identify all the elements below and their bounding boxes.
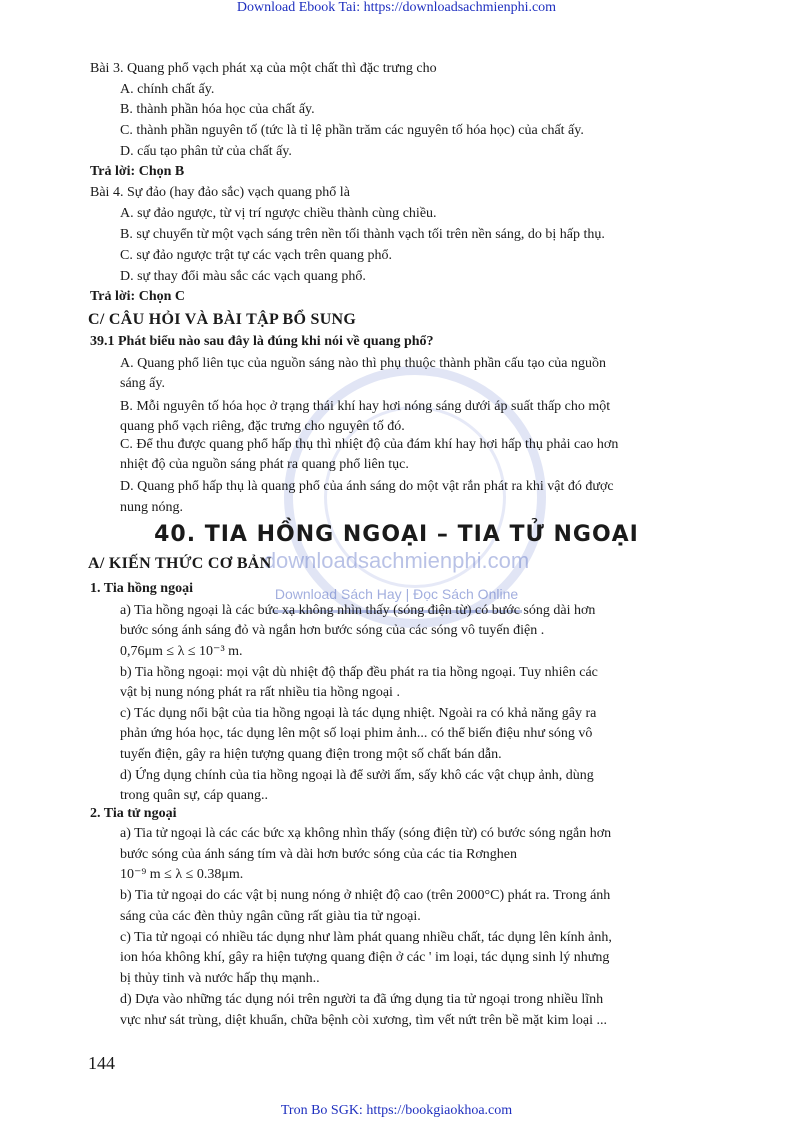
part1-line: c) Tác dụng nổi bật của tia hồng ngoại là tác dụng nhiệt. Ngoài ra có khả năng gây ra <box>120 706 597 721</box>
section-c-title: C/ CÂU HỎI VÀ BÀI TẬP BỔ SUNG <box>88 311 357 328</box>
part2-line: bước sóng của ánh sáng tím và dài hơn bước sóng của các tia Rơnghen <box>120 847 518 862</box>
bai4-answer: Trả lời: Chọn C <box>90 289 185 304</box>
bai3-option-d: D. cấu tạo phân tử của chất ấy. <box>120 144 292 159</box>
part1-line: trong quân sự, cáp quang.. <box>120 788 268 803</box>
watermark-tagline: Download Sách Hay | Đọc Sách Online <box>274 586 519 602</box>
bai3-option-a: A. chính chất ấy. <box>120 82 215 97</box>
bai4-option-d: D. sự thay đổi màu sắc các vạch quang phổ. <box>120 269 366 284</box>
q391-line: nhiệt độ của nguồn sáng phát ra quang phổ liên tục. <box>120 457 409 472</box>
q391-line: quang phổ vạch riêng, đặc trưng cho nguyên tố đó. <box>120 419 405 434</box>
part2-line: ion hóa không khí, gây ra hiện tượng quang điện ở các ' im loại, tác dụng sinh lý nhưng <box>120 950 610 965</box>
part2-formula: 10⁻⁹ m ≤ λ ≤ 0.38μm. <box>120 867 244 882</box>
footer-link[interactable]: Tron Bo SGK: https://bookgiaokhoa.com <box>280 1103 513 1118</box>
bai4-question: Bài 4. Sự đảo (hay đảo sắc) vạch quang phổ là <box>90 185 350 200</box>
bai4-option-b: B. sự chuyển từ một vạch sáng trên nền tối thành vạch tối trên nền sáng, do bị hấp thụ. <box>120 227 605 242</box>
header-download-link[interactable]: Download Ebook Tai: https://downloadsachmienphi.com <box>236 0 557 15</box>
section-a-title: A/ KIẾN THỨC CƠ BẢN <box>88 555 272 572</box>
part1-line: bước sóng ánh sáng đỏ và ngắn hơn bước sóng của các sóng vô tuyến điện . <box>120 623 545 638</box>
part2-line: d) Dựa vào những tác dụng nói trên người ta đã ứng dụng tia tử ngoại trong nhiều lĩnh <box>120 992 604 1007</box>
chapter-title: 40. TIA HỒNG NGOẠI – TIA TỬ NGOẠI <box>154 522 639 547</box>
part2-line: c) Tia tử ngoại có nhiều tác dụng như làm phát quang nhiều chất, tác dụng lên kính ảnh, <box>120 930 612 945</box>
q391-line: nung nóng. <box>120 500 183 515</box>
bai3-option-b: B. thành phần hóa học của chất ấy. <box>120 102 315 117</box>
bai4-option-c: C. sự đảo ngược trật tự các vạch trên quang phổ. <box>120 248 392 263</box>
page-number: 144 <box>88 1053 115 1073</box>
part1-formula: 0,76μm ≤ λ ≤ 10⁻³ m. <box>120 644 243 659</box>
part1-line: b) Tia hồng ngoại: mọi vật dù nhiệt độ thấp đều phát ra tia hồng ngoại. Tuy nhiên các <box>120 665 598 680</box>
part1-line: a) Tia hồng ngoại là các bức xạ không nhìn thấy (sóng điện từ) có bước sóng dài hơn <box>120 603 596 618</box>
part2-line: a) Tia tử ngoại là các các bức xạ không nhìn thấy (sóng điện từ) có bước sóng ngắn hơn <box>120 826 612 841</box>
bai3-answer: Trả lời: Chọn B <box>90 164 185 179</box>
q391-line: B. Mỗi nguyên tố hóa học ở trạng thái khí hay hơi nóng sáng dưới áp suất thấp cho một <box>120 399 611 414</box>
part1-line: tuyến điện, gây ra hiện tượng quang điện trong một số chất bán dẫn. <box>120 747 502 762</box>
part2-line: sáng của các đèn thủy ngân cũng rất giàu tia tử ngoại. <box>120 909 421 924</box>
q391-line: C. Để thu được quang phổ hấp thụ thì nhiệt độ của đám khí hay hơi hấp thụ phải cao hơn <box>120 437 619 452</box>
question-39-1: 39.1 Phát biểu nào sau đây là đúng khi nói về quang phổ? <box>90 334 434 349</box>
bai4-option-a: A. sự đảo ngược, từ vị trí ngược chiều thành cùng chiều. <box>120 206 437 221</box>
part1-line: vật bị nung nóng phát ra rất nhiều tia hồng ngoại . <box>120 685 400 700</box>
q391-line: D. Quang phổ hấp thụ là quang phổ của ánh sáng do một vật rắn phát ra khi vật đó được <box>120 479 614 494</box>
q391-line: sáng ấy. <box>120 376 165 391</box>
part2-line: b) Tia tử ngoại do các vật bị nung nóng ở nhiệt độ cao (trên 2000°C) phát ra. Trong ánh <box>120 888 611 903</box>
part2-line: vực như sát trùng, diệt khuẩn, chữa bệnh còi xương, tìm vết nứt trên bề mặt kim loại ... <box>120 1013 608 1028</box>
part2-title: 2. Tia tử ngoại <box>90 806 177 821</box>
q391-line: A. Quang phổ liên tục của nguồn sáng nào thì phụ thuộc thành phần cấu tạo của nguồn <box>120 356 606 371</box>
watermark-site: downloadsachmienphi.com <box>263 548 530 573</box>
bai3-option-c: C. thành phần nguyên tố (tức là tỉ lệ phần trăm các nguyên tố hóa học) của chất ấy. <box>120 123 584 138</box>
part1-line: phản ứng hóa học, tác dụng lên một số loại phim ảnh... có thể biến điệu như sóng vô <box>120 726 593 741</box>
part1-title: 1. Tia hồng ngoại <box>90 581 193 596</box>
bai3-question: Bài 3. Quang phổ vạch phát xạ của một chất thì đặc trưng cho <box>90 61 437 76</box>
part1-line: d) Ứng dụng chính của tia hồng ngoại là để sưởi ấm, sấy khô các vật chụp ảnh, dùng <box>120 768 594 783</box>
part2-line: bị thủy tinh và nước hấp thụ mạnh.. <box>120 971 320 986</box>
